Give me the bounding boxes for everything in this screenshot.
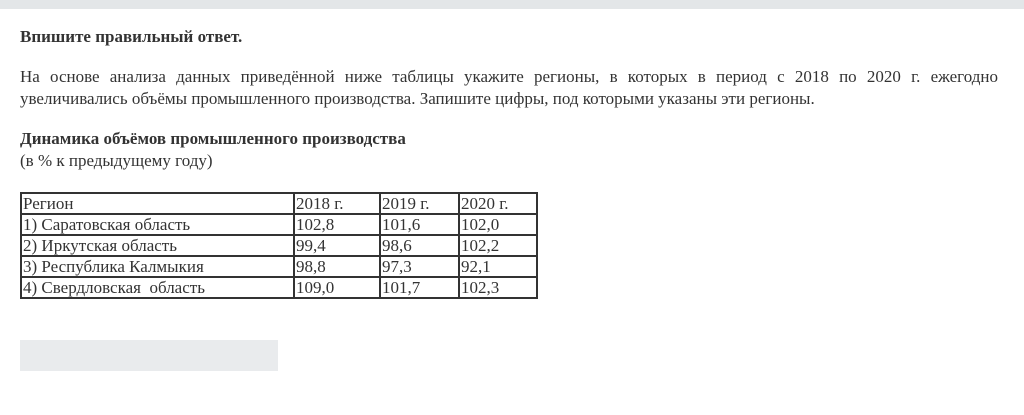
top-bar	[0, 0, 1024, 9]
task-instruction: Впишите правильный ответ.	[20, 27, 243, 46]
table-subtitle: (в % к предыдущему году)	[20, 151, 213, 170]
cell-2020: 102,2	[459, 235, 537, 256]
cell-2019: 101,6	[380, 214, 459, 235]
header-region: Регион	[21, 193, 294, 214]
header-2019: 2019 г.	[380, 193, 459, 214]
header-2020: 2020 г.	[459, 193, 537, 214]
cell-region: 4) Свердловская область	[21, 277, 294, 298]
cell-region: 2) Иркутская область	[21, 235, 294, 256]
cell-2019: 101,7	[380, 277, 459, 298]
table-row	[21, 214, 537, 235]
table-row	[21, 277, 537, 298]
cell-2020: 102,0	[459, 214, 537, 235]
cell-2018: 102,8	[294, 214, 380, 235]
cell-2019: 98,6	[380, 235, 459, 256]
cell-2018: 98,8	[294, 256, 380, 277]
table-row	[21, 235, 537, 256]
task-question: На основе анализа данных приведённой ниже таблицы укажите регионы, в которых в период с 2018 по 2020 г. ежегодно увеличивались объёмы промышленного производства. Запишите цифры, под которыми указаны эти регионы.	[20, 67, 998, 108]
cell-2019: 97,3	[380, 256, 459, 277]
answer-input[interactable]	[20, 340, 278, 371]
header-2018: 2018 г.	[294, 193, 380, 214]
cell-region: 1) Саратовская область	[21, 214, 294, 235]
table-title: Динамика объёмов промышленного производства	[20, 129, 406, 148]
cell-2020: 92,1	[459, 256, 537, 277]
data-table	[20, 192, 538, 299]
cell-region: 3) Республика Калмыкия	[21, 256, 294, 277]
task-content	[20, 26, 1000, 299]
table-row	[21, 256, 537, 277]
cell-2018: 99,4	[294, 235, 380, 256]
cell-2018: 109,0	[294, 277, 380, 298]
table-header-row	[21, 193, 537, 214]
cell-2020: 102,3	[459, 277, 537, 298]
